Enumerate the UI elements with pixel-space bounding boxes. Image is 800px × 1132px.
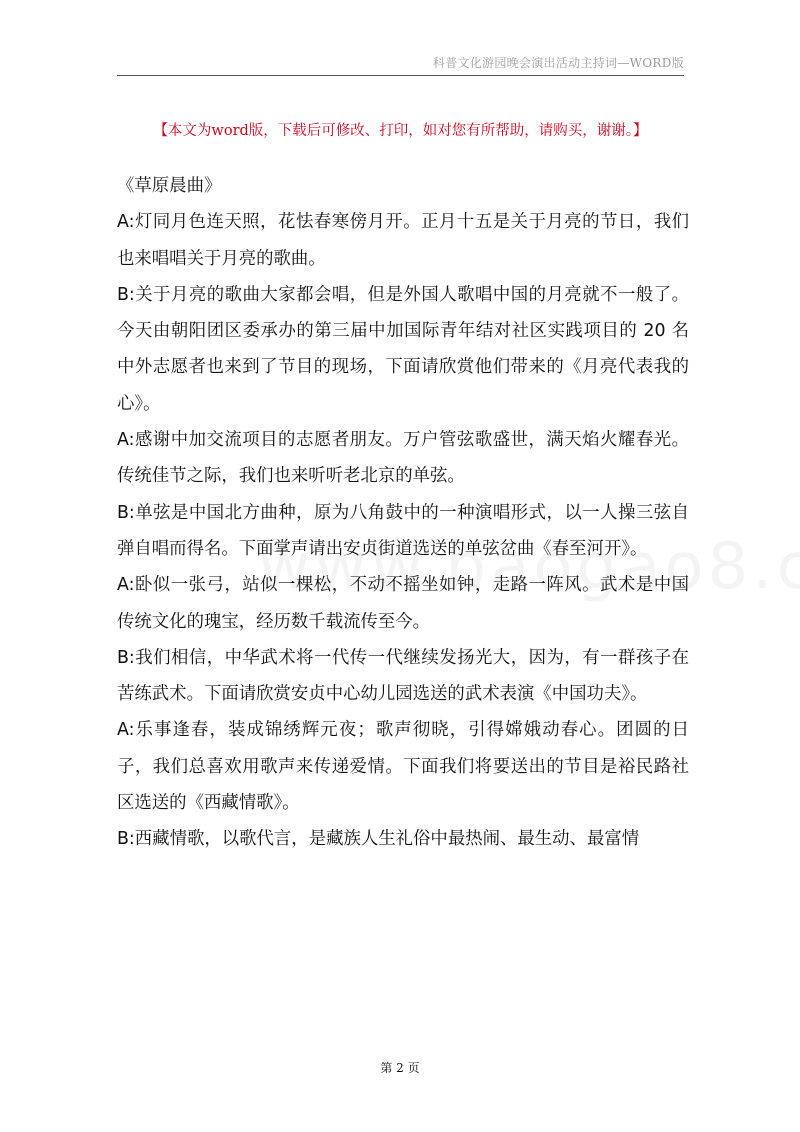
header-divider (117, 75, 684, 76)
paragraph: B:关于月亮的歌曲大家都会唱，但是外国人歌唱中国的月亮就不一般了。今天由朝阳团区委承办的第三届中加国际青年结对社区实践项目的 20 名中外志愿者也来到了节目的现场，下面请欣赏他们带来的《月亮代表我的心》。 (117, 284, 689, 414)
header-document-title: 科普文化游园晚会演出活动主持词—WORD版 (432, 56, 684, 70)
paragraph: B:我们相信，中华武术将一代传一代继续发扬光大，因为，有一群孩子在苦练武术。下面请欣赏安贞中心幼儿园选送的武术表演《中国功夫》。 (117, 647, 689, 705)
paragraph: A:感谢中加交流项目的志愿者朋友。万户管弦歌盛世，满天焰火耀春光。传统佳节之际，我们也来听听老北京的单弦。 (117, 430, 689, 487)
paragraph: A:灯同月色连天照，花怯春寒傍月开。正月十五是关于月亮的节日，我们也来唱唱关于月亮的歌曲。 (117, 212, 689, 269)
paragraph: B:西藏情歌，以歌代言，是藏族人生礼俗中最热闹、最生动、最富情 (117, 829, 640, 850)
paragraph: A:卧似一张弓，站似一棵松，不动不摇坐如钟，走路一阵风。武术是中国传统文化的瑰宝，经历数千载流传至今。 (117, 575, 689, 632)
purchase-notice: 【本文为word版，下载后可修改、打印，如对您有所帮助，请购买，谢谢。】 (153, 123, 648, 139)
paragraph: B:单弦是中国北方曲种，原为八角鼓中的一种演唱形式，以一人操三弦自弹自唱而得名。下面掌声请出安贞街道选送的单弦岔曲《春至河开》。 (117, 502, 689, 559)
document-body (117, 168, 689, 858)
page-number: 第 2 页 (380, 1061, 420, 1075)
section-title: 《草原晨曲》 (117, 176, 222, 196)
paragraph: A:乐事逢春，装成锦绣辉元夜；歌声彻晓，引得嫦娥动春心。团圆的日子，我们总喜欢用歌声来传递爱情。下面我们将要送出的节目是裕民路社区选送的《西藏情歌》。 (117, 720, 689, 814)
